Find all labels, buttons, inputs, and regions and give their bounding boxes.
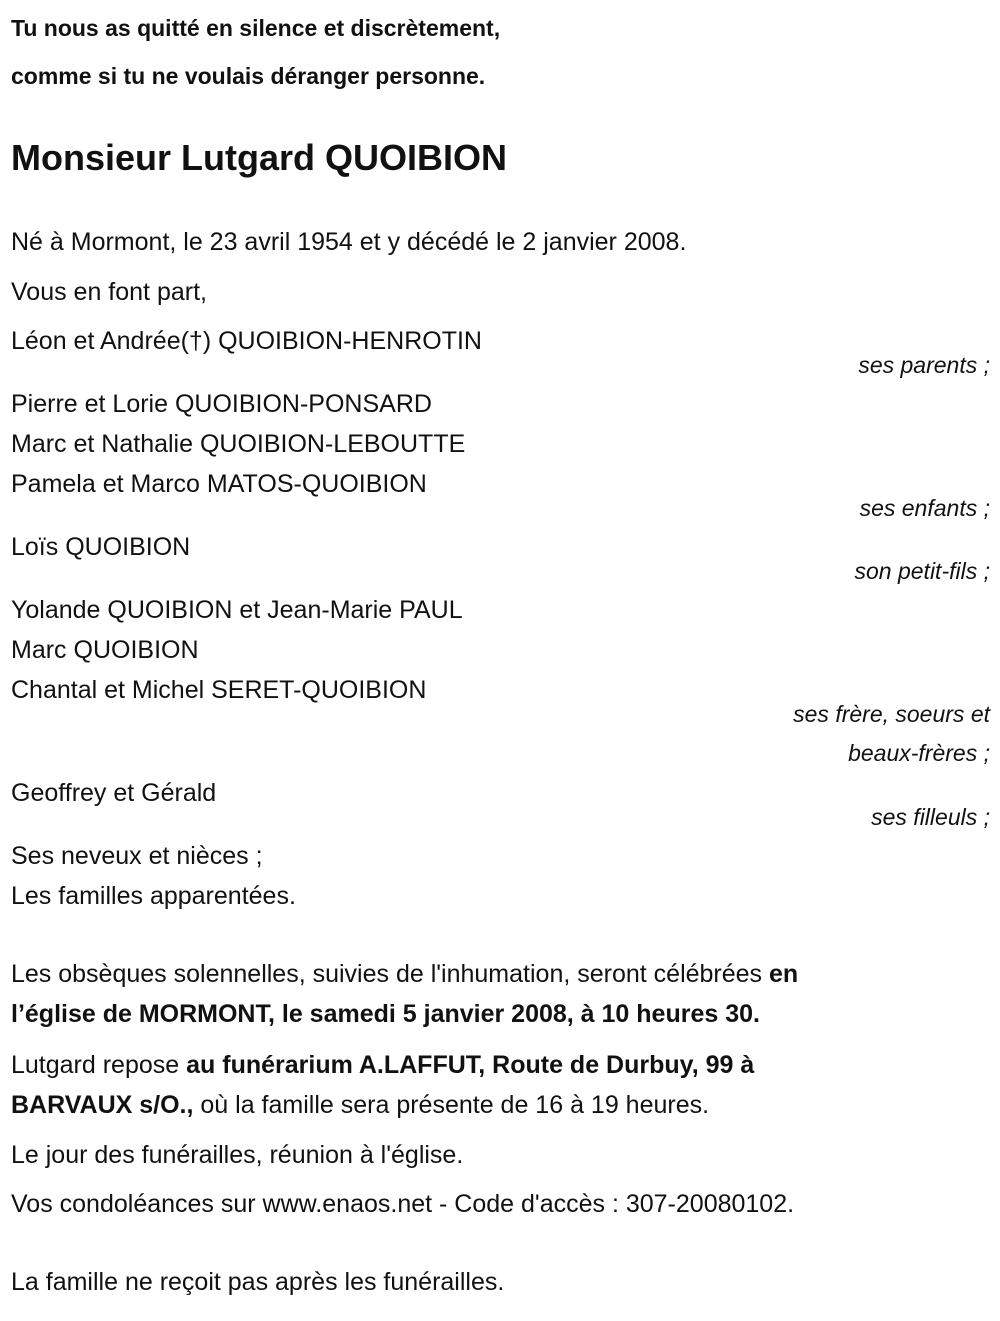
page-title: Monsieur Lutgard QUOIBION bbox=[11, 137, 508, 178]
family-name: Léon et Andrée(†) QUOIBION-HENROTIN bbox=[11, 327, 482, 355]
rest-line-1 bbox=[11, 1049, 754, 1081]
birth-death-text: Né à Mormont, le 23 avril 1954 et y décédé le 2 janvier 2008. bbox=[11, 228, 687, 256]
condolences-text: Vos condoléances sur www.enaos.net - Code d'accès : 307-20080102. bbox=[11, 1190, 795, 1218]
family-name: Marc et Nathalie QUOIBION-LEBOUTTE bbox=[11, 430, 466, 458]
rest-text: où la famille sera présente de 16 à 19 heures. bbox=[193, 1091, 710, 1119]
rest-text: Lutgard repose bbox=[11, 1051, 187, 1079]
family-name: Pierre et Lorie QUOIBION-PONSARD bbox=[11, 390, 432, 418]
rest-bold: BARVAUX s/O., bbox=[11, 1091, 194, 1119]
family-name: Geoffrey et Gérald bbox=[11, 779, 217, 807]
others-line: Ses neveux et nièces ; bbox=[11, 842, 263, 870]
family-relation: son petit-fils ; bbox=[854, 558, 990, 584]
tagline-line-1: Tu nous as quitté en silence et discrètement, bbox=[11, 15, 501, 41]
rest-line-2 bbox=[11, 1089, 709, 1121]
family-name: Chantal et Michel SERET-QUOIBION bbox=[11, 676, 427, 704]
funeral-text: Les obsèques solennelles, suivies de l'inhumation, seront célébrées bbox=[11, 960, 770, 988]
family-relation: ses parents ; bbox=[858, 352, 990, 378]
family-name: Pamela et Marco MATOS-QUOIBION bbox=[11, 470, 427, 498]
funeral-line-1 bbox=[11, 958, 798, 990]
funeral-bold: en bbox=[769, 960, 799, 988]
family-name: Yolande QUOIBION et Jean-Marie PAUL bbox=[11, 596, 463, 624]
family-name: Loïs QUOIBION bbox=[11, 533, 191, 561]
intro-text: Vous en font part, bbox=[11, 278, 207, 306]
tagline-line-2: comme si tu ne voulais déranger personne. bbox=[11, 63, 486, 89]
others-line: Les familles apparentées. bbox=[11, 882, 296, 910]
family-relation: ses frère, soeurs et bbox=[793, 701, 990, 727]
family-relation: ses filleuls ; bbox=[871, 804, 990, 830]
family-name: Marc QUOIBION bbox=[11, 636, 199, 664]
final-text: La famille ne reçoit pas après les funérailles. bbox=[11, 1268, 505, 1296]
family-relation: beaux-frères ; bbox=[848, 740, 990, 766]
rest-bold: au funérarium A.LAFFUT, Route de Durbuy, 99 à bbox=[186, 1051, 755, 1079]
family-relation: ses enfants ; bbox=[859, 495, 990, 521]
meeting-text: Le jour des funérailles, réunion à l'église. bbox=[11, 1141, 464, 1169]
funeral-line-2: l’église de MORMONT, le samedi 5 janvier 2008, à 10 heures 30. bbox=[11, 1000, 760, 1028]
